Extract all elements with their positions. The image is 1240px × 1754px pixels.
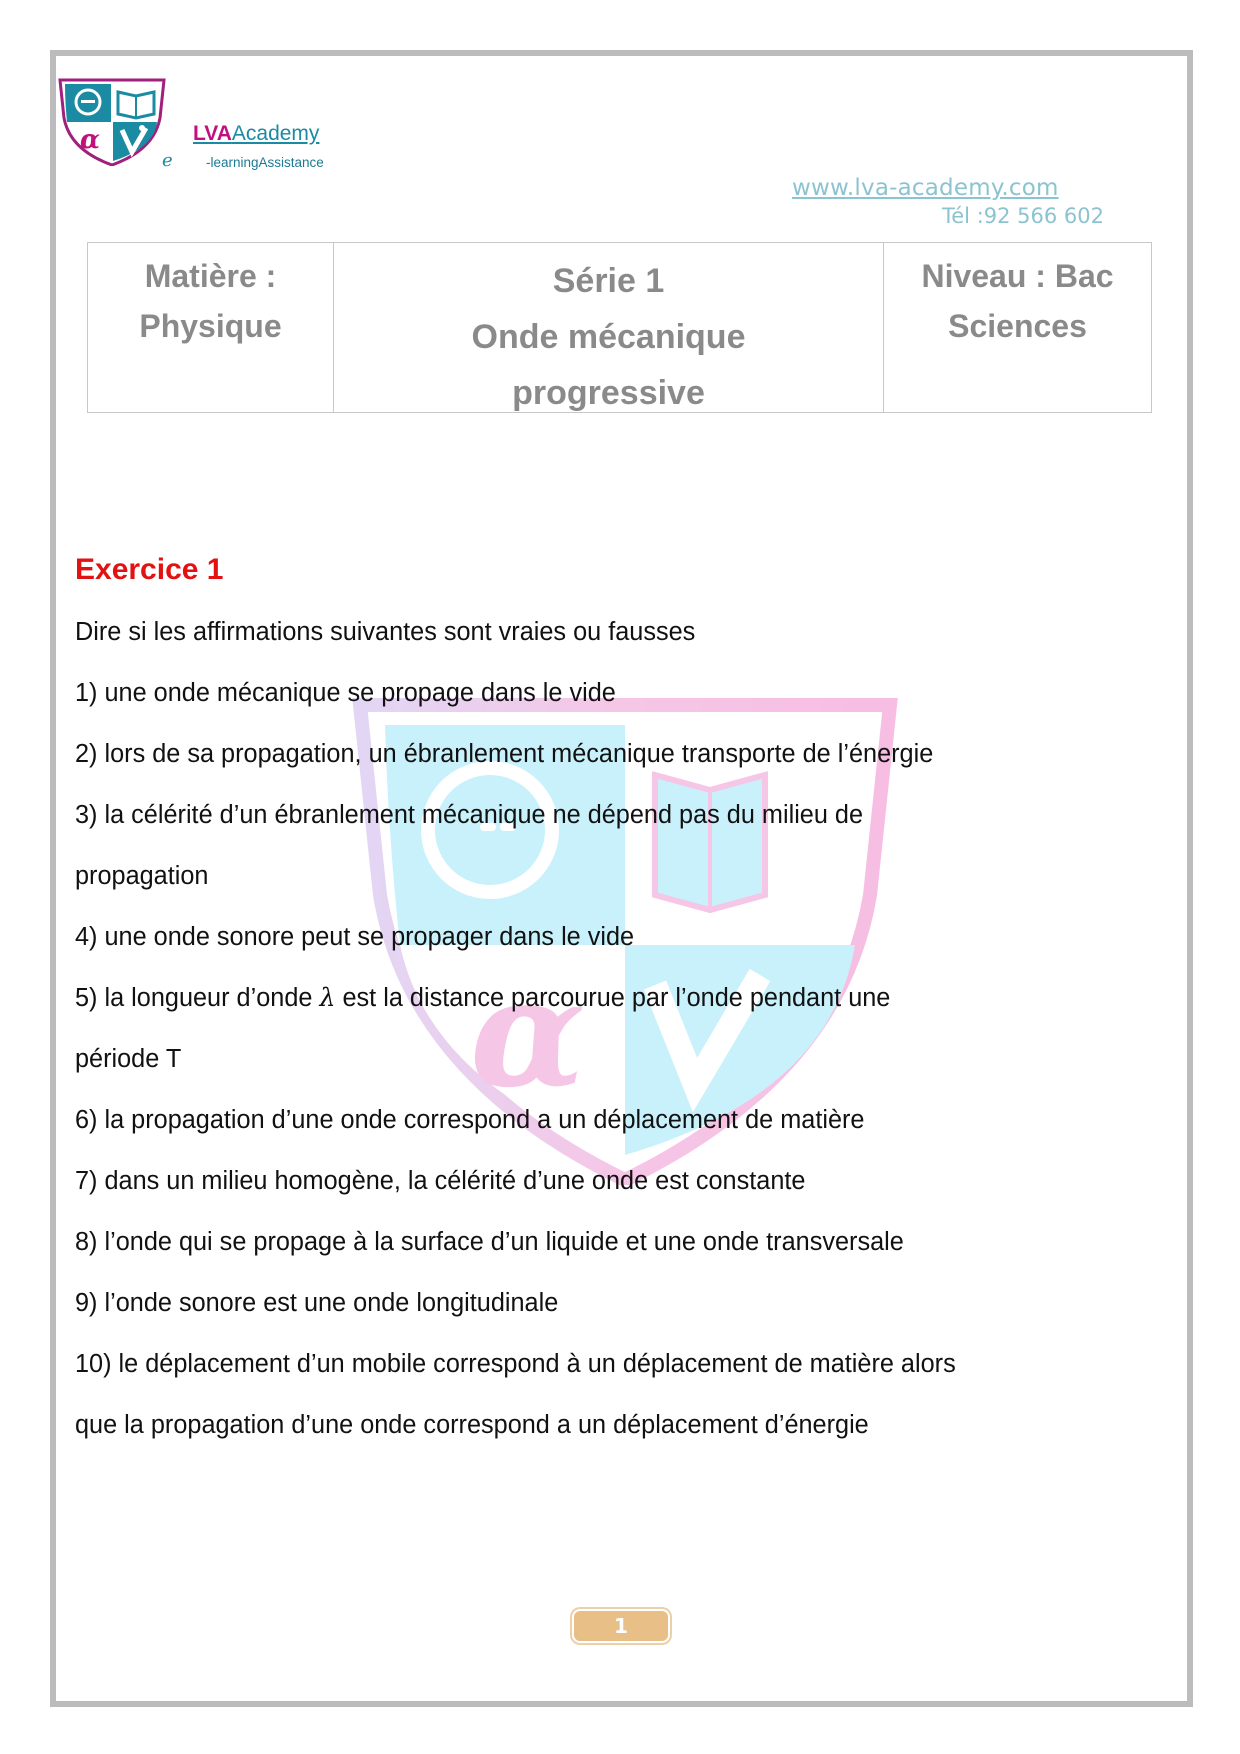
svg-text:α: α bbox=[80, 125, 101, 155]
exercise-body bbox=[75, 602, 1175, 1456]
page-number-badge: 1 bbox=[574, 1611, 668, 1641]
statement-10: 10) le déplacement d’un mobile correspond à un déplacement de matière alors bbox=[75, 1350, 956, 1378]
statement-5-end: est la distance parcourue par l’onde pendant une bbox=[335, 984, 891, 1012]
level-cell bbox=[884, 243, 1151, 412]
subject-label: Matière : bbox=[144, 258, 277, 294]
statement-5-continued: période T bbox=[75, 1045, 182, 1073]
series-title-line2: progressive bbox=[512, 374, 705, 412]
exercise-intro: Dire si les affirmations suivantes sont vraies ou fausses bbox=[75, 618, 696, 646]
website-link[interactable]: www.lva-academy.com bbox=[792, 175, 1059, 201]
svg-text:α: α bbox=[470, 945, 586, 1121]
subject-value: Physique bbox=[139, 308, 282, 344]
statement-4: 4) une onde sonore peut se propager dans le vide bbox=[75, 923, 635, 951]
statement-10-continued: que la propagation d’une onde correspond a un déplacement d’énergie bbox=[75, 1411, 869, 1439]
statement-3-continued: propagation bbox=[75, 862, 209, 890]
level-value: Sciences bbox=[948, 308, 1087, 344]
statement-5-start: 5) la longueur d’onde bbox=[75, 984, 320, 1012]
brand-prefix: LVA bbox=[193, 122, 232, 145]
info-table bbox=[87, 242, 1152, 413]
statement-7: 7) dans un milieu homogène, la célérité d’une onde est constante bbox=[75, 1167, 806, 1195]
exercise-title: Exercice 1 bbox=[75, 553, 224, 586]
statement-3: 3) la célérité d’un ébranlement mécanique ne dépend pas du milieu de bbox=[75, 801, 864, 829]
shield-logo-icon bbox=[58, 78, 166, 166]
statement-2: 2) lors de sa propagation, un ébranlement mécanique transporte de l’énergie bbox=[75, 740, 934, 768]
series-number: Série 1 bbox=[552, 262, 665, 300]
phone-number: Tél :92 566 602 bbox=[942, 204, 1105, 228]
statement-1: 1) une onde mécanique se propage dans le vide bbox=[75, 679, 616, 707]
series-cell bbox=[334, 243, 884, 412]
brand-name bbox=[193, 121, 319, 147]
lambda-symbol: 𝜆 bbox=[319, 983, 336, 1013]
brand-e: e bbox=[162, 150, 173, 171]
statement-5 bbox=[75, 968, 1165, 1029]
statement-6: 6) la propagation d’une onde correspond a un déplacement de matière bbox=[75, 1106, 865, 1134]
brand-tagline: -learningAssistance bbox=[206, 155, 324, 170]
statement-8: 8) l’onde qui se propage à la surface d’un liquide et une onde transversale bbox=[75, 1228, 904, 1256]
level-label: Niveau : Bac bbox=[921, 258, 1114, 294]
series-title-line1: Onde mécanique bbox=[471, 318, 746, 356]
brand-suffix: Academy bbox=[231, 122, 320, 145]
statement-9: 9) l’onde sonore est une onde longitudinale bbox=[75, 1289, 559, 1317]
subject-cell bbox=[88, 243, 334, 412]
